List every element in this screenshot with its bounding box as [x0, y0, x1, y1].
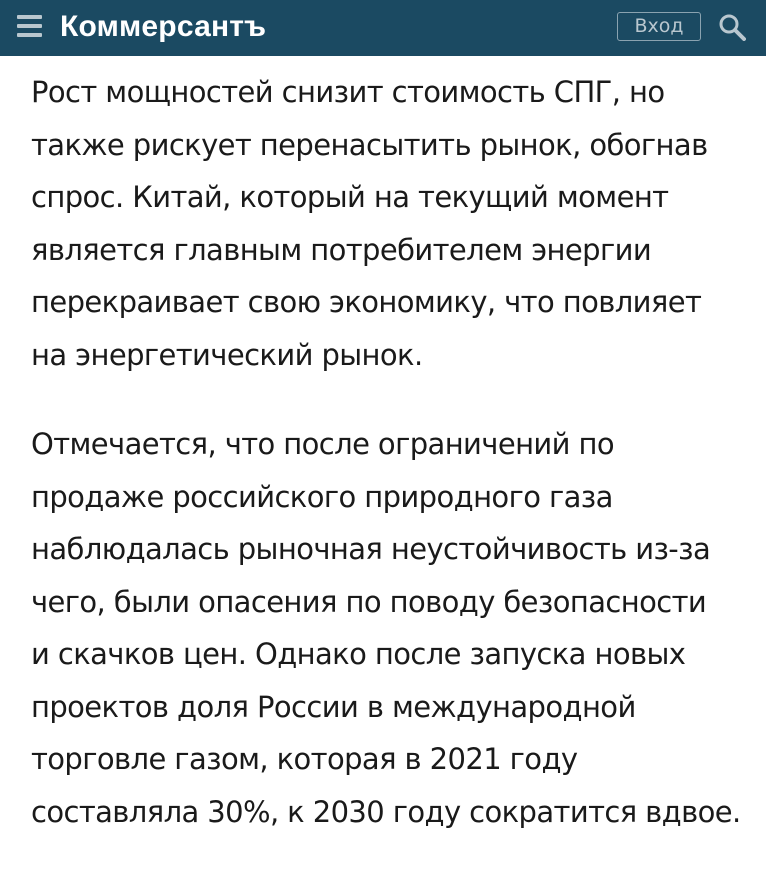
text-line: продаже российского природного газа: [31, 479, 613, 514]
text-line: Отмечается, что после ограничений по: [31, 427, 615, 461]
text-line: на энергетический рынок.: [31, 337, 423, 372]
text-line: чего, были опасения по поводу безопасности: [31, 584, 707, 619]
text-line: спрос. Китай, который на текущий момент: [31, 180, 669, 214]
article-paragraph: [31, 66, 741, 381]
text-line: наблюдалась рыночная неустойчивость из-за: [31, 532, 711, 566]
hamburger-menu-icon[interactable]: [17, 15, 42, 38]
site-header: [0, 0, 766, 56]
text-line: и скачков цен. Однако после запуска новых: [31, 637, 686, 671]
menu-bar: [17, 15, 42, 19]
text-line: перекраивает свою экономику, что повлияет: [31, 285, 702, 319]
text-line: также рискует перенасытить рынок, обогнав: [31, 127, 708, 162]
menu-bar: [17, 24, 42, 28]
login-button[interactable]: Вход: [617, 12, 701, 41]
article-paragraph: [31, 418, 741, 838]
site-logo[interactable]: Коммерсантъ: [60, 10, 267, 43]
text-line: составляла 30%, к 2030 году сократится вдвое.: [31, 794, 741, 829]
text-line: торговле газом, которая в 2021 году: [31, 742, 578, 776]
article-body: [31, 66, 741, 875]
menu-bar: [17, 33, 42, 37]
text-line: Рост мощностей снизит стоимость СПГ, но: [31, 75, 665, 109]
text-line: является главным потребителем энергии: [31, 232, 652, 267]
text-line: проектов доля России в международной: [31, 689, 636, 724]
search-icon[interactable]: [718, 13, 746, 41]
